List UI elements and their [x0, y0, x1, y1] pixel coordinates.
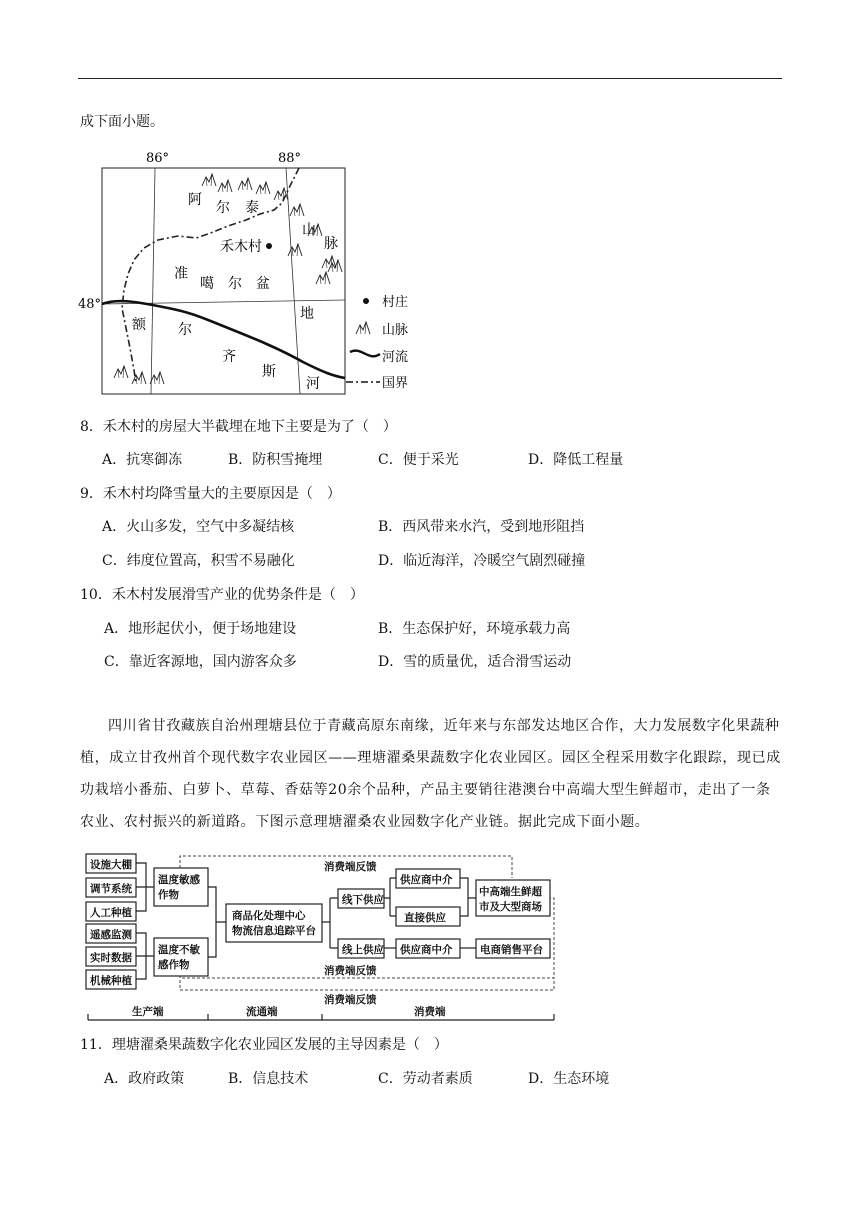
box-processing-center-line1: 商品化处理中心	[232, 910, 306, 922]
village-dot	[266, 243, 272, 249]
box-high-end-market-line2: 市及大型商场	[479, 901, 542, 913]
q9-option-a[interactable]: A．火山多发，空气中多凝结核	[102, 519, 295, 535]
q9-stem: 9．禾木村均降雪量大的主要原因是（ ）	[80, 486, 341, 502]
q9-option-c[interactable]: C．纬度位置高，积雪不易融化	[102, 553, 295, 569]
map-label-qi: 齐	[222, 349, 236, 365]
box-processing-center-line2: 物流信息追踪平台	[232, 925, 316, 937]
lon-88-label: 88°	[278, 151, 302, 166]
bracket-to-market	[460, 878, 476, 916]
bracket-to-supply	[322, 898, 338, 948]
map-label-zhun: 准	[174, 266, 188, 282]
q11-option-c[interactable]: C．劳动者素质	[378, 1071, 473, 1087]
box-temp-sensitive-line2: 作物	[158, 889, 179, 901]
q9-option-b[interactable]: B．西风带来水汽，受到地形阻挡	[378, 519, 585, 535]
map-label-si: 斯	[262, 364, 276, 380]
q10-option-c[interactable]: C．靠近客源地，国内游客众多	[104, 654, 297, 670]
map-figure	[78, 148, 438, 398]
q10-option-b[interactable]: B．生态保护好，环境承载力高	[378, 621, 571, 637]
lat-48-label: 48°	[78, 297, 102, 312]
map-label-er: 尔	[216, 200, 230, 216]
bracket-to-center	[208, 887, 226, 957]
feedback-label-top: 消费端反馈	[324, 861, 377, 873]
feedback-label-middle: 消费端反馈	[324, 965, 377, 977]
q8-option-c[interactable]: C．便于采光	[378, 452, 459, 468]
q11-stem: 11．理塘濯桑果蔬数字化农业园区发展的主导因素是（ ）	[80, 1037, 448, 1053]
box-high-end-market-line1: 中高端生鲜超	[479, 886, 542, 898]
legend-river-label: 河流	[382, 350, 409, 365]
q8-option-a[interactable]: A．抗寒御冻	[102, 452, 183, 468]
map-label-ge: 噶	[200, 276, 214, 292]
legend-village-dot	[363, 298, 369, 304]
map-label-mai: 脉	[324, 236, 338, 252]
legend-mountain-icon	[356, 322, 370, 334]
stage-production: 生产端	[132, 1006, 164, 1018]
map-legend	[346, 294, 408, 391]
altai-mountain-symbols	[202, 174, 342, 284]
legend-river-icon	[350, 351, 380, 357]
box-temp-sensitive-line1: 温度敏感	[158, 874, 200, 886]
bracket-bottom	[136, 933, 154, 979]
intro-tail: 成下面小题。	[80, 114, 164, 130]
bracket-offline-split	[384, 878, 396, 916]
q8-stem: 8．禾木村的房屋大半截埋在地下主要是为了（ ）	[80, 419, 397, 435]
box-machine-planting-label: 机械种植	[90, 975, 132, 987]
box-regulation-label: 调节系统	[90, 883, 132, 895]
industry-chain-diagram	[84, 850, 560, 1026]
q8-option-d[interactable]: D．降低工程量	[528, 452, 624, 468]
feedback-label-bottom: 消费端反馈	[324, 994, 377, 1006]
map-label-tai: 泰	[245, 200, 259, 216]
legend-village-label: 村庄	[382, 295, 409, 310]
village-label: 禾木村	[220, 239, 262, 255]
box-offline-supply-label: 线下供应	[342, 894, 384, 906]
passage: 四川省甘孜藏族自治州理塘县位于青藏高原东南缘，近年来与东部发达地区合作，大力发展数字化果蔬种植，成立甘孜州首个现代数字农业园区——理塘濯桑果蔬数字化农业园区。园区全程采用数字化跟踪，现已成功栽培小番茄、白萝卜、草莓、香菇等20余个品种，产品主要销往港澳台中高端大型生鲜超市，走出了一条农业、农村振兴的新道路。下图示意理塘濯桑农业园数字化产业链。据此完成下面小题。	[80, 718, 781, 830]
stage-circulation: 流通端	[246, 1006, 278, 1018]
legend-mountain-label: 山脉	[382, 323, 409, 338]
box-ecommerce-label: 电商销售平台	[480, 944, 543, 956]
map-label-a: 阿	[188, 192, 202, 208]
q10-option-a[interactable]: A．地形起伏小，便于场地建设	[104, 621, 297, 637]
map-label-er3: 尔	[178, 322, 192, 338]
box-direct-supply-label: 直接供应	[404, 912, 446, 924]
q9-option-d[interactable]: D．临近海洋，冷暖空气剧烈碰撞	[378, 553, 586, 569]
box-temp-insensitive-line2: 感作物	[158, 959, 190, 971]
meridian-86	[151, 168, 155, 394]
lon-86-label: 86°	[146, 151, 170, 166]
box-remote-sensing-label: 遥感监测	[90, 929, 132, 941]
box-greenhouse-label: 设施大棚	[90, 859, 132, 871]
q11-option-a[interactable]: A．政府政策	[104, 1071, 185, 1087]
map-label-pen: 盆	[256, 276, 270, 292]
q11-option-b[interactable]: B．信息技术	[228, 1071, 309, 1087]
map-label-di: 地	[300, 306, 314, 322]
southwest-mountain-symbols	[114, 366, 164, 384]
map-label-he: 河	[306, 376, 320, 392]
map-label-shan: 山	[302, 222, 316, 238]
q10-stem: 10．禾木村发展滑雪产业的优势条件是（ ）	[80, 587, 364, 603]
bracket-top	[136, 863, 154, 911]
box-supplier-bottom-label: 供应商中介	[400, 944, 453, 956]
box-manual-planting-label: 人工种植	[90, 907, 132, 919]
box-temp-insensitive-line1: 温度不敏	[158, 944, 200, 956]
box-realtime-data-label: 实时数据	[90, 952, 132, 964]
q8-option-b[interactable]: B．防积雪掩埋	[228, 452, 323, 468]
box-online-supply-label: 线上供应	[342, 944, 384, 956]
q11-option-d[interactable]: D．生态环境	[528, 1071, 610, 1087]
box-supplier-top-label: 供应商中介	[400, 874, 453, 886]
q10-option-d[interactable]: D．雪的质量优，适合滑雪运动	[378, 654, 572, 670]
map-label-e: 额	[132, 317, 146, 333]
map-label-er2: 尔	[228, 276, 242, 292]
legend-border-label: 国界	[382, 376, 409, 391]
header-rule	[78, 78, 782, 79]
stage-consumption: 消费端	[414, 1006, 446, 1018]
